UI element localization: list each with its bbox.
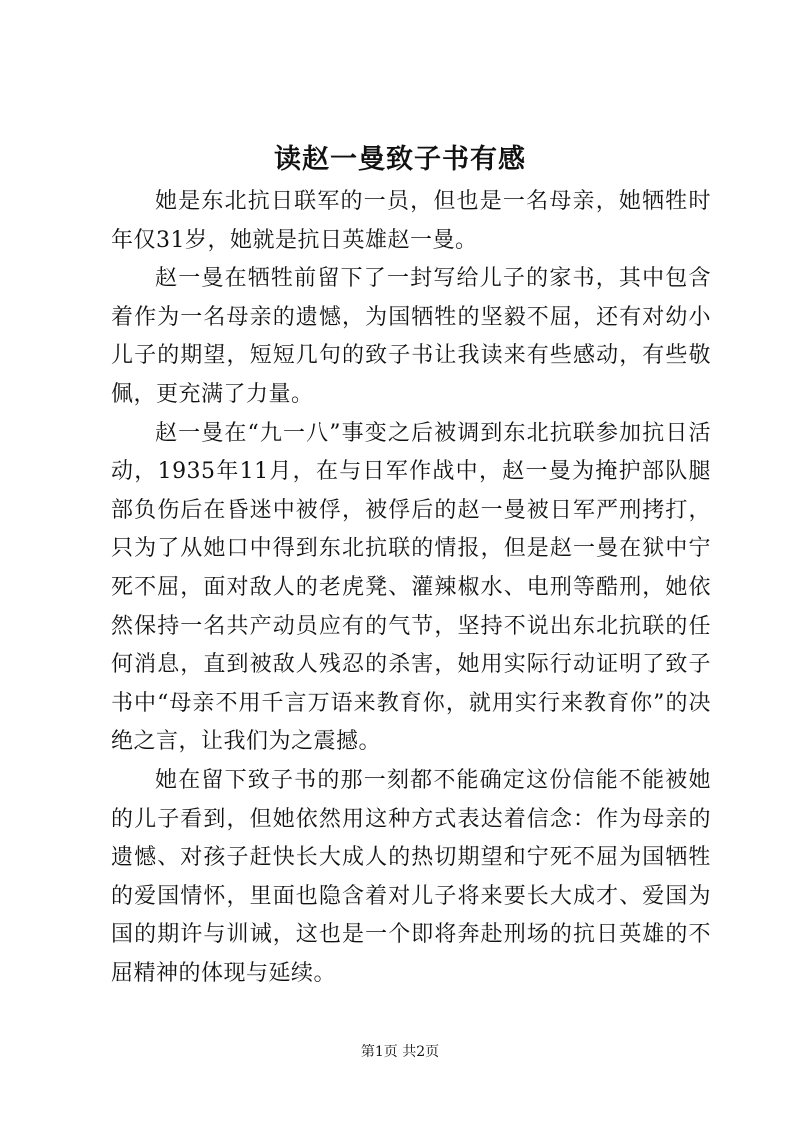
paragraph-2: 赵一曼在牺牲前留下了一封写给儿子的家书，其中包含着作为一名母亲的遗憾，为国牺牲的坚毅不屈，还有对幼小儿子的期望，短短几句的致子书让我读来有些感动，有些敬佩，更充满了力量。 (111, 266, 711, 407)
document-body (111, 183, 711, 993)
paragraph-1: 她是东北抗日联军的一员，但也是一名母亲，她牺牲时年仅31岁，她就是抗日英雄赵一曼。 (111, 189, 711, 253)
paragraph-4: 她在留下致子书的那一刻都不能确定这份信能不能被她的儿子看到，但她依然用这种方式表达着信念：作为母亲的遗憾、对孩子赶快长大成人的热切期望和宁死不屈为国牺牲的爱国情怀，里面也隐含着对儿子将来要长大成才、爱国为国的期许与训诫，这也是一个即将奔赴刑场的抗日英雄的不屈精神的体现与延续。 (111, 767, 711, 986)
document-title: 读赵一曼致子书有感 (274, 144, 526, 175)
paragraph-3: 赵一曼在“九一八”事变之后被调到东北抗联参加抗日活动，1935年11月，在与日军作战中，赵一曼为掩护部队腿部负伤后在昏迷中被俘，被俘后的赵一曼被日军严刑拷打，只为了从她口中得到东北抗联的情报，但是赵一曼在狱中宁死不屈，面对敌人的老虎凳、灌辣椒水、电刑等酷刑，她依然保持一名共产动员应有的气节，坚持不说出东北抗联的任何消息，直到被敌人残忍的杀害，她用实际行动证明了致子书中“母亲不用千言万语来教育你，就用实行来教育你”的决绝之言，让我们为之震撼。 (111, 420, 711, 755)
page-number-footer: 第1页 共2页 (360, 1044, 440, 1060)
